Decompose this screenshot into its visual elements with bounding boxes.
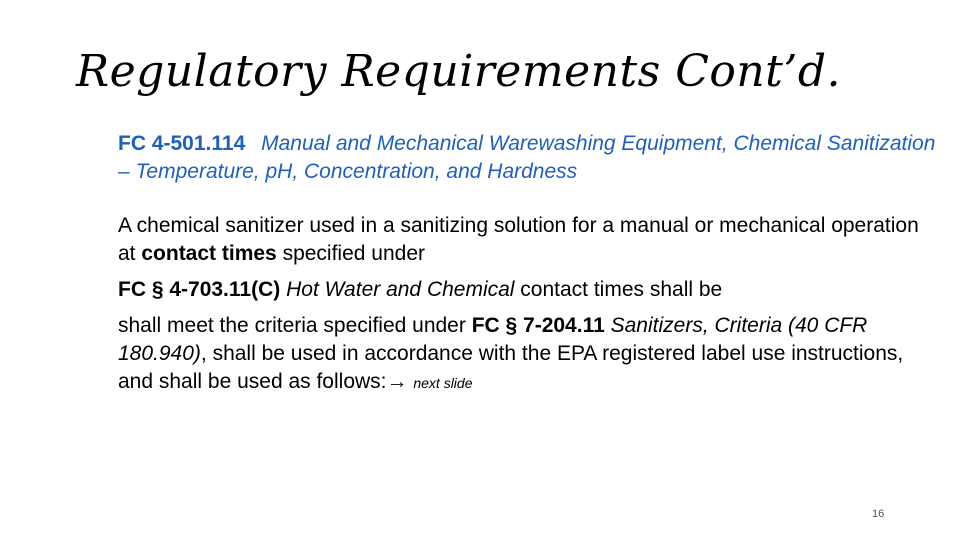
para3-text-b: , shall be used in accordance with the EPA registered label use instructions, and shall be used as follows: [118,342,904,393]
paragraph-1 [118,212,938,268]
para2-italic: Hot Water and Chemical [286,278,515,301]
slide-content [118,130,938,405]
arrow-icon: → [386,370,408,393]
heading-code: FC 4-501.114 [118,132,246,155]
page-number: 16 [872,508,885,520]
para1-bold: contact times [141,242,277,265]
para3-text-a: shall meet the criteria specified under [118,314,472,337]
section-heading [118,130,938,186]
para1-text-a: A chemical sanitizer used in a sanitizing solution for a manual or mechanical operation at [118,214,919,265]
paragraph-2 [118,276,938,304]
paragraph-3 [118,312,938,397]
next-slide-note: next slide [413,375,473,391]
slide-title: Regulatory Requirements Cont’d. [76,46,842,97]
para3-italic: Sanitizers, Criteria (40 CFR 180.940) [118,314,868,365]
para3-code: FC § 7-204.11 [471,314,605,337]
para1-text-b: specified under [276,242,425,265]
para2-code: FC § 4-703.11(C) [118,278,281,301]
para2-text: contact times shall be [514,278,723,301]
heading-title: Manual and Mechanical Warewashing Equipment, Chemical Sanitization – Temperature, pH, Concentration, and Hardness [118,132,936,183]
